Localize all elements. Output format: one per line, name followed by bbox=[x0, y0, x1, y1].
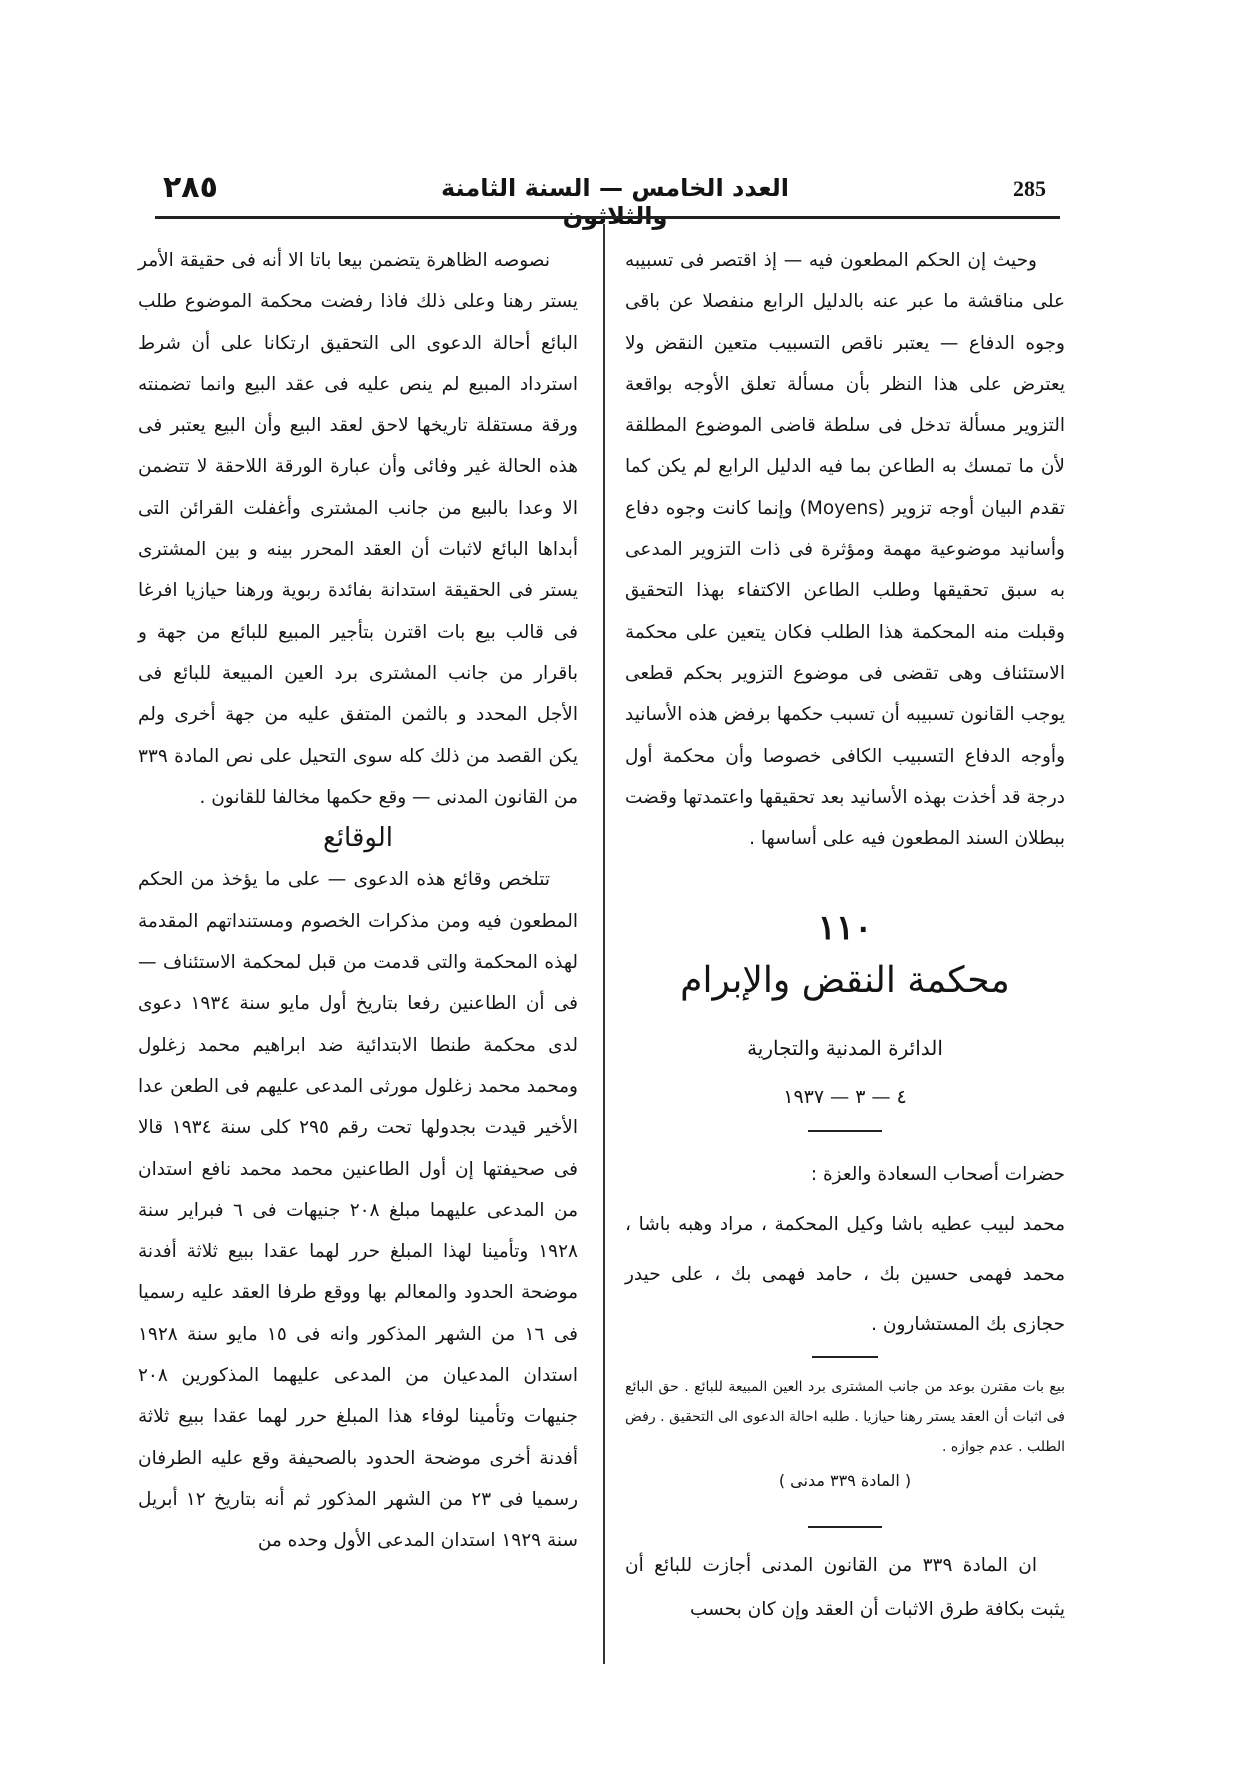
left-column-paragraph-1: نصوصه الظاهرة يتضمن بيعا باتا الا أنه فى حقيقة الأمر يستر رهنا وعلى ذلك فاذا رفضت محكمة الموضوع طلب البائع أحالة الدعوى الى التحقيق ارتكانا على أن شرط استرداد المبيع لم ينص عليه فى عقد البيع وانما تضمنته ورقة مستقلة تاريخها لاحق لعقد البيع وأن البيع يعتبر فى هذه الحالة غير وفائى وأن عبارة الورقة اللاحقة لا تتضمن الا وعدا بالبيع من جانب المشترى وأغفلت القرائن التى أبداها البائع لاثبات أن العقد المحرر بينه و بين المشترى يستر فى الحقيقة استدانة بفائدة ربوية ورهنا حيازيا افرغا فى قالب بيع بات اقترن بتأجير المبيع للبائع من جهة و باقرار من جانب المشترى برد العين المبيعة للبائع فى الأجل المحدد و بالثمن المتفق عليه من جهة أخرى ولم يكن القصد من ذلك كله سوى التحيل على نص المادة ٣٣٩ من القانون المدنى — وقع حكمها مخالفا للقانون . bbox=[138, 250, 578, 808]
headnote bbox=[625, 1372, 1065, 1496]
facts-heading: الوقائع bbox=[322, 823, 393, 854]
right-column bbox=[625, 240, 1065, 859]
judges-names: محمد لبيب عطيه باشا وكيل المحكمة ، مراد وهبه باشا ، محمد فهمى حسين بك ، حامد فهمى بك ، على حيدر حجازى بك المستشارون . bbox=[625, 1214, 1065, 1335]
date-rule bbox=[808, 1130, 882, 1132]
left-column bbox=[138, 240, 578, 1562]
headnote-text: بيع بات مقترن بوعد من جانب المشترى برد العين المبيعة للبائع . حق البائع فى اثبات أن العقد يستر رهنا حيازيا . طلبه احالة الدعوى الى التحقيق . رفض الطلب . عدم جوازه . bbox=[625, 1379, 1065, 1455]
case-number: ١١٠ bbox=[817, 908, 873, 948]
judges-rule bbox=[812, 1356, 878, 1358]
court-name: محكمة النقض والإبرام bbox=[680, 960, 1010, 1001]
right-column-paragraph: وحيث إن الحكم المطعون فيه — إذ اقتصر فى تسبيبه على مناقشة ما عبر عنه بالدليل الرابع منفصلا عن باقى وجوه الدفاع — يعتبر ناقص التسبيب متعين النقض ولا يعترض على هذا النظر بأن مسألة تعلق الأوجه بواقعة التزوير مسألة تدخل فى سلطة قاضى الموضوع المطلقة لأن ما تمسك به الطاعن بما فيه الدليل الرابع لم يكن كما تقدم البيان أوجه تزوير (Moyens) وإنما كانت وجوه دفاع وأسانيد موضوعية مهمة ومؤثرة فى ذات التزوير المدعى به سبق تحقيقها وطلب الطاعن الاكتفاء بهذا التحقيق وقبلت منه المحكمة هذا الطلب فكان يتعين على محكمة الاستئناف وهى تقضى فى موضوع التزوير بحكم قطعى يوجب القانون تسبيبه أن تسبب حكمها برفض هذه الأسانيد وأوجه الدفاع التسبيب الكافى خصوصا وأن محكمة أول درجة قد أخذت بهذه الأسانيد بعد تحقيقها واعتمدتها وقضت ببطلان السند المطعون فيه على أساسها . bbox=[625, 250, 1066, 850]
left-column-paragraph-2: تتلخص وقائع هذه الدعوى — على ما يؤخذ من الحكم المطعون فيه ومن مذكرات الخصوم ومستنداتهم المقدمة لهذه المحكمة والتى قدمت من قبل لمحكمة الاستئناف — فى أن الطاعنين رفعا بتاريخ أول مايو سنة ١٩٣٤ دعوى لدى محكمة طنطا الابتدائية ضد ابراهيم محمد زغلول ومحمد محمد زغلول مورثى المدعى عليهم فى الطعن عدا الأخير قيدت بجدولها تحت رقم ٢٩٥ كلى سنة ١٩٣٤ قالا فى صحيفتها إن أول الطاعنين محمد محمد نافع استدان من المدعى عليهما مبلغ ٢٠٨ جنيهات فى ٦ فبراير سنة ١٩٢٨ وتأمينا لهذا المبلغ حرر لهما عقدا ببيع ثلاثة أفدنة موضحة الحدود والمعالم بها ووقع طرفا العقد عليه رسميا فى ١٦ من الشهر المذكور وانه فى ١٥ مايو سنة ١٩٢٨ استدان المدعيان من المدعى عليهما المذكورين ٢٠٨ جنيهات وتأمينا لوفاء هذا المبلغ حرر لهما عقدا ببيع ثلاثة أفدنة أخرى موضحة الحدود بالصحيفة وقع عليه الطرفان رسميا فى ٢٣ من الشهر المذكور ثم أنه بتاريخ ١٢ أبريل سنة ١٩٢٩ استدان المدعى الأول وحده من bbox=[138, 869, 579, 1552]
header-rule bbox=[155, 216, 1060, 219]
ruling-text bbox=[625, 1544, 1065, 1632]
running-title: العدد الخامس — السنة الثامنة والثلاثون bbox=[441, 174, 789, 230]
judges-block bbox=[625, 1150, 1065, 1350]
page-number-latin: 285 bbox=[1013, 176, 1046, 201]
column-divider bbox=[603, 224, 605, 1664]
court-circuit: الدائرة المدنية والتجارية bbox=[747, 1036, 943, 1060]
headnote-reference: ( المادة ٣٣٩ مدنى ) bbox=[778, 1471, 912, 1490]
headnote-rule bbox=[808, 1526, 882, 1528]
page-number-arabic: ٢٨٥ bbox=[163, 170, 218, 205]
case-date: ٤ — ٣ — ١٩٣٧ bbox=[783, 1086, 907, 1108]
page-header bbox=[155, 170, 1060, 230]
judges-intro: حضرات أصحاب السعادة والعزة : bbox=[810, 1164, 1065, 1185]
ruling-paragraph: ان المادة ٣٣٩ من القانون المدنى أجازت للبائع أن يثبت بكافة طرق الاثبات أن العقد وإن كان بحسب bbox=[625, 1555, 1065, 1620]
